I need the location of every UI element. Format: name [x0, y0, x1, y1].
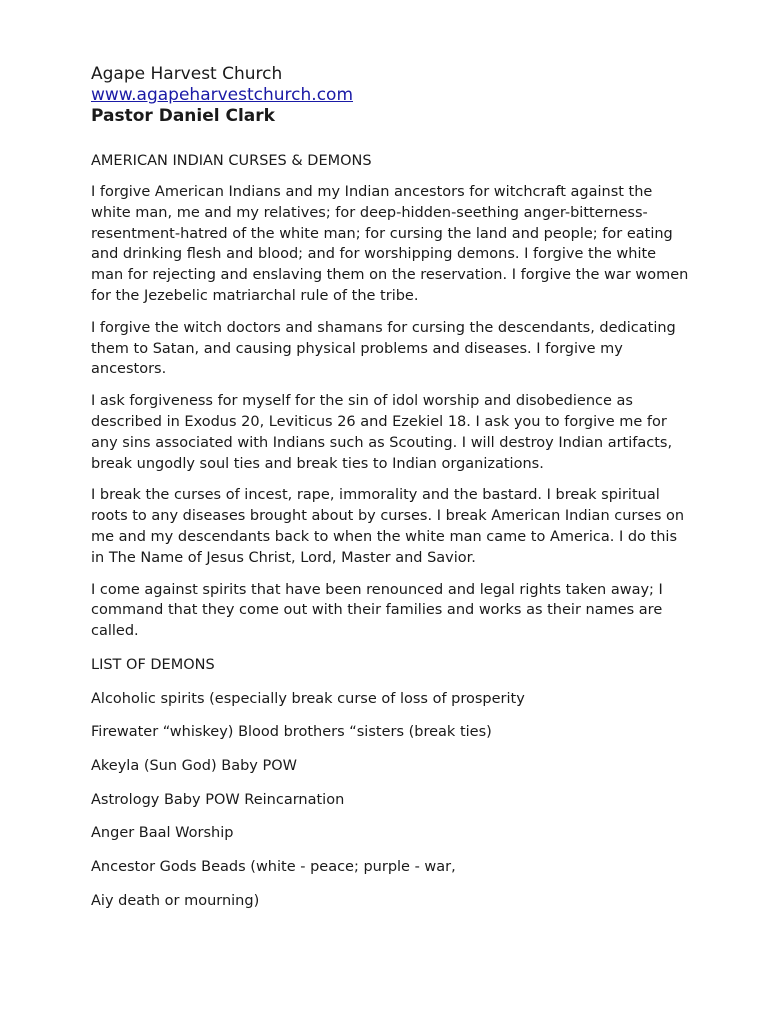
document-page [91, 64, 691, 911]
list-heading: LIST OF DEMONS [91, 656, 215, 673]
list-item: Alcoholic spirits (especially break curse of loss of prosperity [91, 690, 525, 707]
document-title: AMERICAN INDIAN CURSES & DEMONS [91, 153, 372, 169]
list-item: Anger Baal Worship [91, 825, 234, 842]
paragraph: I ask forgiveness for myself for the sin of idol worship and disobedience as described in Exodus 20, Leviticus 26 and Ezekiel 18. I ask you to forgive me for any sins associated with Indians such as Scouting. I will destroy Indian artifacts, break ungodly soul ties and break ties to Indian organizations. [91, 393, 673, 472]
paragraph: I forgive American Indians and my Indian ancestors for witchcraft against the white man, me and my relatives; for deep-hidden-seething anger-bitterness-resentment-hatred of the white man; for cursing the land and people; for eating and drinking flesh and blood; and for worshipping demons. I forgive the white man for rejecting and enslaving them on the reservation. I forgive the war women for the Jezebelic matriarchal rule of the tribe. [91, 184, 689, 304]
paragraph: I forgive the witch doctors and shamans for cursing the descendants, dedicating them to Satan, and causing physical problems and diseases. I forgive my ancestors. [91, 319, 676, 378]
list-item: Ancestor Gods Beads (white - peace; purple - war, [91, 859, 456, 876]
church-name: Agape Harvest Church [91, 64, 283, 84]
list-item: Firewater “whiskey) Blood brothers “sisters (break ties) [91, 724, 492, 741]
paragraph: I come against spirits that have been renounced and legal rights taken away; I command that they come out with their families and works as their names are called. [91, 581, 663, 640]
list-item: Aiy death or mourning) [91, 892, 260, 909]
pastor-name: Pastor Daniel Clark [91, 106, 275, 126]
list-item: Akeyla (Sun God) Baby POW [91, 758, 297, 774]
website-line [91, 85, 691, 106]
paragraph: I break the curses of incest, rape, immorality and the bastard. I break spiritual roots to any diseases brought about by curses. I break American Indian curses on me and my descendants back to when the white man came to America. I do this in The Name of Jesus Christ, Lord, Master and Savior. [91, 487, 685, 566]
list-item: Astrology Baby POW Reincarnation [91, 791, 345, 808]
website-link[interactable]: www.agapeharvestchurch.com [91, 85, 353, 105]
